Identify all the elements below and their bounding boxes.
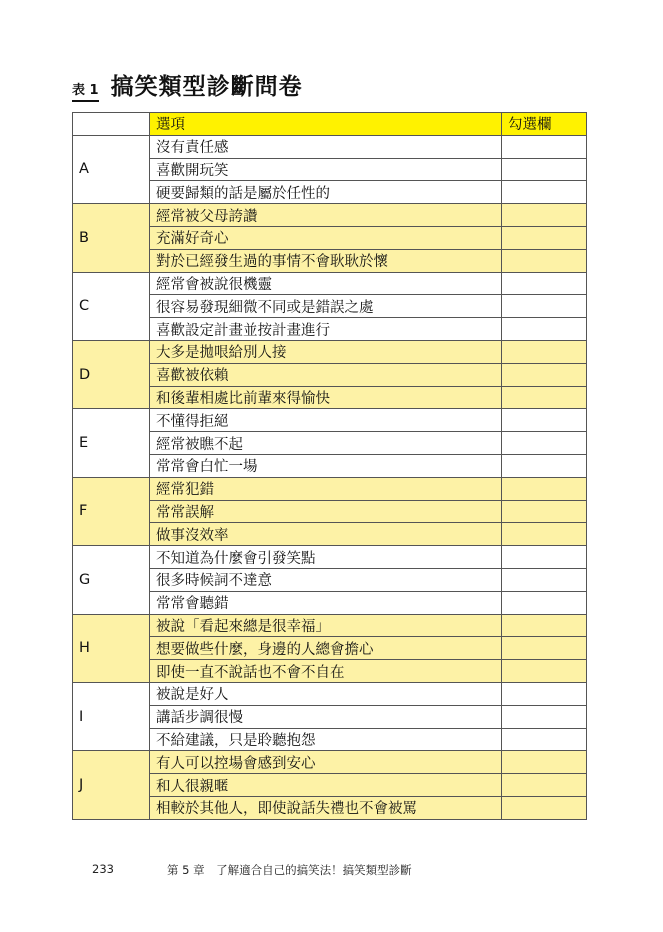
questionnaire-table: [72, 112, 587, 820]
table-row: [73, 705, 587, 728]
option-text: 相較於其他人，即使說話失禮也不會被罵: [150, 796, 502, 819]
type-letter: J: [73, 751, 150, 819]
table-row: [73, 135, 587, 158]
table-header-row: [73, 113, 587, 136]
table-row: [73, 363, 587, 386]
type-letter: I: [73, 682, 150, 750]
option-text: 不知道為什麼會引發笑點: [150, 546, 502, 569]
option-text: 有人可以控場會感到安心: [150, 751, 502, 774]
table-row: [73, 226, 587, 249]
type-letter: D: [73, 340, 150, 408]
table-row: [73, 409, 587, 432]
chapter-title: 第 5 章 了解適合自己的搞笑法！搞笑類型診斷: [167, 863, 412, 877]
option-text: 做事沒效率: [150, 523, 502, 546]
option-text: 講話步調很慢: [150, 705, 502, 728]
option-text: 不給建議，只是聆聽抱怨: [150, 728, 502, 751]
option-text: 很容易發現細微不同或是錯誤之處: [150, 295, 502, 318]
option-text: 常常會聽錯: [150, 591, 502, 614]
option-text: 喜歡設定計畫並按計畫進行: [150, 318, 502, 341]
option-text: 硬要歸類的話是屬於任性的: [150, 181, 502, 204]
table-row: [73, 158, 587, 181]
check-cell[interactable]: [502, 158, 587, 181]
check-cell[interactable]: [502, 796, 587, 819]
check-cell[interactable]: [502, 546, 587, 569]
table-row: [73, 546, 587, 569]
option-text: 和人很親暱: [150, 774, 502, 797]
table-row: [73, 637, 587, 660]
check-cell[interactable]: [502, 477, 587, 500]
check-cell[interactable]: [502, 249, 587, 272]
check-cell[interactable]: [502, 454, 587, 477]
table-row: [73, 272, 587, 295]
option-text: 大多是拋哏給別人接: [150, 340, 502, 363]
option-text: 即使一直不說話也不會不自在: [150, 660, 502, 683]
option-text: 經常被瞧不起: [150, 432, 502, 455]
table-row: [73, 295, 587, 318]
option-text: 不懂得拒絕: [150, 409, 502, 432]
check-cell[interactable]: [502, 728, 587, 751]
check-cell[interactable]: [502, 751, 587, 774]
title-row: [72, 68, 303, 102]
page-title: 搞笑類型診斷問卷: [110, 74, 303, 100]
table-label: 表 1: [72, 79, 99, 102]
header-checkbox-column: 勾選欄: [502, 113, 587, 136]
type-letter: F: [73, 477, 150, 545]
option-text: 被說「看起來總是很幸福」: [150, 614, 502, 637]
check-cell[interactable]: [502, 226, 587, 249]
table-row: [73, 181, 587, 204]
table-row: [73, 796, 587, 819]
option-text: 經常犯錯: [150, 477, 502, 500]
check-cell[interactable]: [502, 318, 587, 341]
type-letter: A: [73, 135, 150, 203]
check-cell[interactable]: [502, 204, 587, 227]
type-letter: C: [73, 272, 150, 340]
page-number: 233: [92, 862, 114, 876]
check-cell[interactable]: [502, 135, 587, 158]
check-cell[interactable]: [502, 500, 587, 523]
check-cell[interactable]: [502, 660, 587, 683]
check-cell[interactable]: [502, 386, 587, 409]
check-cell[interactable]: [502, 363, 587, 386]
option-text: 常常會白忙一場: [150, 454, 502, 477]
table-row: [73, 477, 587, 500]
check-cell[interactable]: [502, 272, 587, 295]
check-cell[interactable]: [502, 637, 587, 660]
check-cell[interactable]: [502, 295, 587, 318]
table-row: [73, 774, 587, 797]
table-row: [73, 728, 587, 751]
option-text: 經常被父母誇讚: [150, 204, 502, 227]
option-text: 常常誤解: [150, 500, 502, 523]
header-blank-cell: [73, 113, 150, 136]
check-cell[interactable]: [502, 774, 587, 797]
option-text: 想要做些什麼，身邊的人總會擔心: [150, 637, 502, 660]
check-cell[interactable]: [502, 705, 587, 728]
type-letter: B: [73, 204, 150, 272]
option-text: 沒有責任感: [150, 135, 502, 158]
option-text: 被說是好人: [150, 682, 502, 705]
table-row: [73, 432, 587, 455]
option-text: 喜歡開玩笑: [150, 158, 502, 181]
table-row: [73, 614, 587, 637]
header-options: 選項: [150, 113, 502, 136]
option-text: 經常會被說很機靈: [150, 272, 502, 295]
table-row: [73, 454, 587, 477]
check-cell[interactable]: [502, 340, 587, 363]
check-cell[interactable]: [502, 568, 587, 591]
table-row: [73, 591, 587, 614]
option-text: 和後輩相處比前輩來得愉快: [150, 386, 502, 409]
table-row: [73, 318, 587, 341]
type-letter: E: [73, 409, 150, 477]
check-cell[interactable]: [502, 409, 587, 432]
table-row: [73, 660, 587, 683]
option-text: 喜歡被依賴: [150, 363, 502, 386]
check-cell[interactable]: [502, 523, 587, 546]
check-cell[interactable]: [502, 614, 587, 637]
table-row: [73, 386, 587, 409]
table-row: [73, 751, 587, 774]
table-row: [73, 204, 587, 227]
check-cell[interactable]: [502, 591, 587, 614]
option-text: 對於已經發生過的事情不會耿耿於懷: [150, 249, 502, 272]
type-letter: G: [73, 546, 150, 614]
table-row: [73, 340, 587, 363]
option-text: 充滿好奇心: [150, 226, 502, 249]
check-cell[interactable]: [502, 682, 587, 705]
check-cell[interactable]: [502, 181, 587, 204]
table-row: [73, 568, 587, 591]
type-letter: H: [73, 614, 150, 682]
check-cell[interactable]: [502, 432, 587, 455]
table-row: [73, 682, 587, 705]
option-text: 很多時候詞不達意: [150, 568, 502, 591]
table-row: [73, 249, 587, 272]
table-body: [73, 135, 587, 819]
table-row: [73, 523, 587, 546]
table-row: [73, 500, 587, 523]
